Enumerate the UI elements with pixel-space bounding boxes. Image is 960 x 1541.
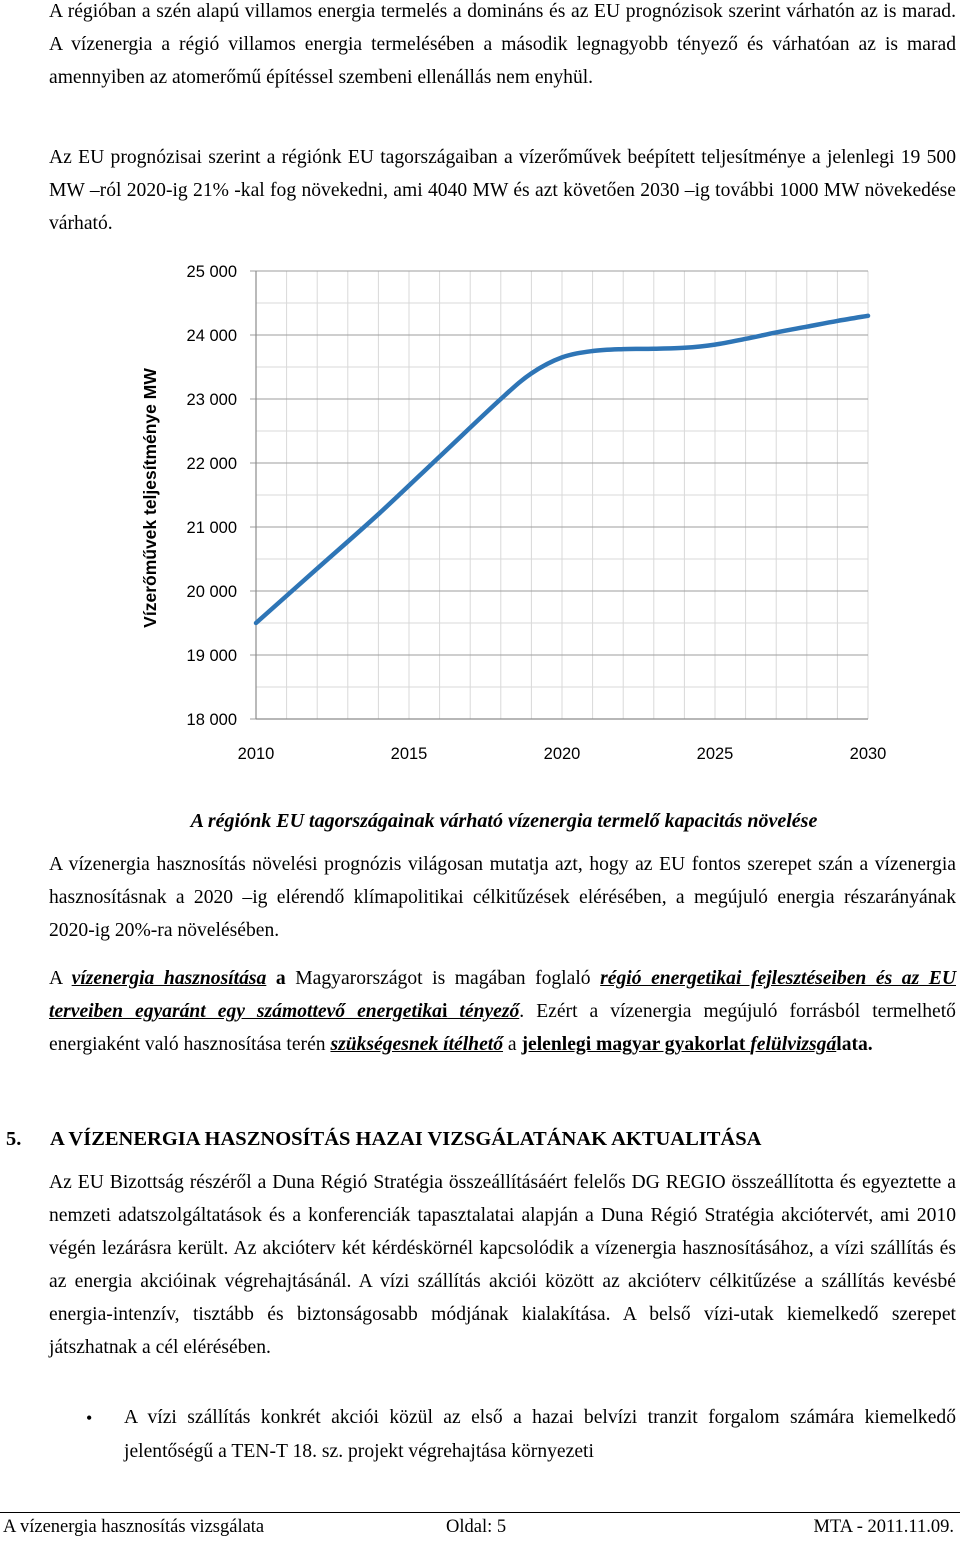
y-tick-label: 21 000 <box>186 519 237 537</box>
section-title: A VÍZENERGIA HASZNOSÍTÁS HAZAI VIZSGÁLATÁNAK AKTUALITÁSA <box>50 1128 762 1150</box>
y-tick-labels <box>187 263 237 729</box>
y-tick-label: 22 000 <box>186 455 237 473</box>
footer-center: Oldal: 5 <box>446 1517 507 1537</box>
danube-strategy-paragraph: Az EU Bizottság részéről a Duna Régió Stratégia összeállításáért felelős DG REGIO összeállította és egyeztette a nemzeti adatszolgáltatások és a konferenciák tapasztalatai alapján a Duna Régió Stratégia akciótervét, ami 2010 végén lezárásra került. Az akcióterv két kérdéskörnél kapcsolódik a vízenergia hasznosításához, a vízi szállítás és az energia akcióinak végrehajtásánál. A vízi szállítás akciói között az akcióterv célkitűzése a szállítás kevésbé energia-intenzív, tisztább és biztonságosabb módjának kialakítása. A belső vízi-utak kiemelkedő szerepet játszhatnak a cél elérésében. <box>49 1172 956 1358</box>
y-tick-label: 25 000 <box>186 263 237 281</box>
bullet-icon: • <box>86 1408 93 1428</box>
x-tick-label: 2030 <box>849 745 887 763</box>
y-tick-label: 23 000 <box>186 391 237 409</box>
y-axis-label: Vízerőművek teljesítménye MW <box>140 368 160 628</box>
section-heading <box>6 1123 761 1155</box>
forecast-paragraph: Az EU prognózisai szerint a régiónk EU tagországaiban a vízerőművek beépített teljesítménye a jelenlegi 19 500 MW –ról 2020-ig 21% -kal fog növekedni, ami 4040 MW és azt követően 2030 –ig további 1000 MW növekedése várható. <box>49 147 956 234</box>
section-number: 5. <box>6 1128 22 1150</box>
y-tick-label: 18 000 <box>186 711 237 729</box>
bullet-text: A vízi szállítás konkrét akciói közül az első a hazai belvízi tranzit forgalom számára kiemelkedő jelentőségű a TEN-T 18. sz. projekt végrehajtása környezeti <box>124 1407 956 1462</box>
hungary-paragraph: A vízenergia hasznosítása a Magyarországot is magában foglaló régió energetikai fejlesztéseiben és az EU terveiben egyaránt egy számottevő energetikai tényező. Ezért a vízenergia megújuló forrásból termelhető energiaként való hasznosítása terén szükségesnek ítélhető a jelenlegi magyar gyakorlat felülvizsgálata. <box>49 968 956 1055</box>
y-tick-label: 24 000 <box>186 327 237 345</box>
hydropower-capacity-chart <box>0 240 960 780</box>
x-tick-labels <box>238 745 887 763</box>
x-tick-label: 2020 <box>543 745 581 763</box>
footer-right: MTA - 2011.11.09. <box>813 1517 954 1537</box>
chart-caption: A régiónk EU tagországainak várható vízenergia termelő kapacitás növelése <box>190 810 818 832</box>
y-tick-label: 20 000 <box>186 583 237 601</box>
chart-grid <box>250 271 868 719</box>
intro-paragraph: A régióban a szén alapú villamos energia termelés a domináns és az EU prognózisok szerint várhatón az is marad. A vízenergia a régió villamos energia termelésében a második legnagyobb tényező és várhatóan az is marad amennyiben az atomerőmű építéssel szembeni ellenállás nem enyhül. <box>49 1 956 88</box>
x-tick-label: 2010 <box>237 745 275 763</box>
footer-divider <box>0 1512 960 1513</box>
x-tick-label: 2025 <box>696 745 734 763</box>
footer-left: A vízenergia hasznosítás vizsgálata <box>3 1517 265 1537</box>
x-tick-label: 2015 <box>390 745 428 763</box>
policy-paragraph: A vízenergia hasznosítás növelési prognózis világosan mutatja azt, hogy az EU fontos szerepet szán a vízenergia hasznosításnak a 2020 –ig elérendő klímapolitikai célkitűzések elérésében, a megújuló energia részarányának 2020-ig 20%-ra növelésében. <box>49 854 956 941</box>
y-tick-label: 19 000 <box>186 647 237 665</box>
